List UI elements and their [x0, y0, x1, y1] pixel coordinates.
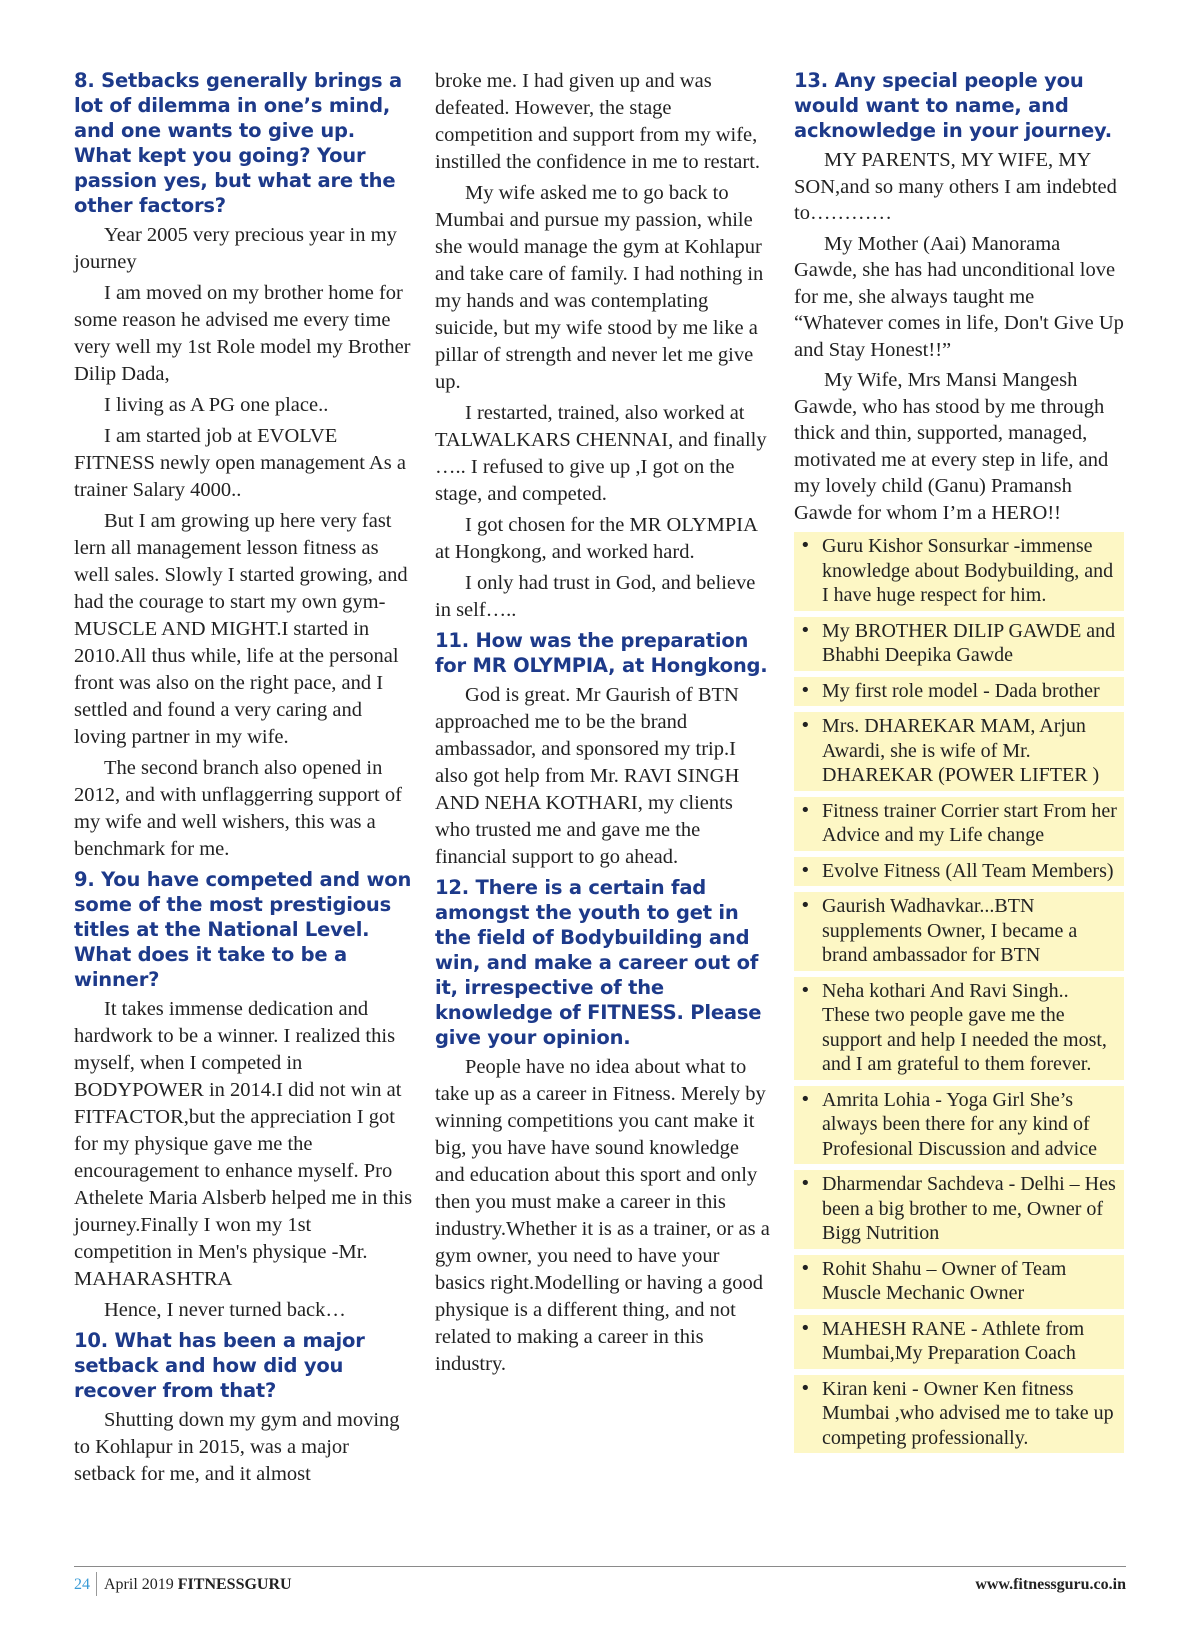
paragraph: My Wife, Mrs Mansi Mangesh Gawde, who has stood by me through thick and thin, supported, managed, motivated me at every step in life, and my lovely child (Ganu) Pramansh Gawde for whom I’m a HERO!!	[794, 369, 1109, 524]
list-item-text: Neha kothari And Ravi Singh.. These two people gave me the support and help I needed the most, and I am grateful to them forever.	[822, 979, 1107, 1075]
bullet-icon: •	[800, 1317, 811, 1339]
column-1	[74, 68, 414, 1492]
paragraph: My Mother (Aai) Manorama Gawde, she has had unconditional love for me, she always taught me “Whatever comes in life, Don't Give Up and Stay Honest!!”	[794, 232, 1124, 361]
list-item-text: MAHESH RANE - Athlete from Mumbai,My Preparation Coach	[822, 1317, 1085, 1364]
list-item-text: Evolve Fitness (All Team Members)	[822, 859, 1114, 882]
column-3	[794, 68, 1124, 1459]
list-item	[794, 1315, 1124, 1369]
paragraph-continued: broke me. I had given up and was defeated. However, the stage competition and support from my wife, instilled the confidence in me to restart.	[435, 70, 761, 173]
bullet-icon: •	[800, 715, 811, 736]
bullet-icon: •	[800, 859, 811, 881]
list-item-text: Dharmendar Sachdeva - Delhi – Hes been a big brother to me, Owner of Bigg Nutrition	[822, 1173, 1116, 1244]
magazine-name: FITNESSGURU	[177, 1576, 292, 1593]
column-2	[435, 68, 770, 1382]
list-item-text: My first role model - Dada brother	[822, 679, 1100, 702]
question-13: 13. Any special people you would want to name, and acknowledge in your journey.	[794, 69, 1112, 142]
list-item-text: Guru Kishor Sonsurkar -immense knowledge about Bodybuilding, and I have huge respect for him.	[822, 535, 1114, 606]
list-item-text: My BROTHER DILIP GAWDE and Bhabhi Deepika Gawde	[822, 619, 1116, 666]
paragraph: Shutting down my gym and moving to Kohlapur in 2015, was a major setback for me, and it almost	[74, 1409, 400, 1485]
footer-separator	[96, 1572, 97, 1596]
question-10: 10. What has been a major setback and how did you recover from that?	[74, 1329, 365, 1402]
bullet-icon: •	[800, 619, 811, 641]
paragraph: God is great. Mr Gaurish of BTN approached me to be the brand ambassador, and sponsored my trip.I also got help from Mr. RAVI SINGH AND NEHA KOTHARI, my clients who trusted me and gave me the financial support to go ahead.	[435, 684, 740, 868]
list-item-text: Gaurish Wadhavkar...BTN supplements Owner, I became a brand ambassador for BTN	[822, 895, 1078, 966]
paragraph: I living as A PG one place..	[104, 394, 329, 416]
website-url: www.fitnessguru.co.in	[975, 1576, 1126, 1593]
list-item	[794, 1375, 1124, 1454]
list-item	[794, 857, 1124, 887]
list-item	[794, 1255, 1124, 1309]
list-item	[794, 532, 1124, 611]
list-item	[794, 1170, 1124, 1249]
acknowledgement-list	[794, 532, 1124, 1453]
question-8: 8. Setbacks generally brings a lot of dilemma in one’s mind, and one wants to give up. What kept you going? Your passion yes, but what are the other factors?	[74, 69, 402, 217]
list-item-text: Rohit Shahu – Owner of Team Muscle Mechanic Owner	[822, 1257, 1067, 1304]
bullet-icon: •	[800, 799, 811, 821]
question-9: 9. You have competed and won some of the most prestigious titles at the National Level. What does it take to be a winner?	[74, 868, 412, 991]
paragraph: The second branch also opened in 2012, and with unflaggerring support of my wife and well wishers, this was a benchmark for me.	[74, 757, 402, 860]
footer-divider	[74, 1566, 1126, 1567]
paragraph: My wife asked me to go back to Mumbai and pursue my passion, while she would manage the gym at Kohlapur and take care of family. I had nothing in my hands and was contemplating suicide, but my wife stood by me like a pillar of strength and never let me give up.	[435, 182, 764, 393]
list-item	[794, 712, 1124, 791]
issue-date: April 2019	[104, 1576, 178, 1593]
list-item	[794, 1086, 1124, 1165]
list-item	[794, 977, 1124, 1080]
paragraph: It takes immense dedication and hardwork to be a winner. I realized this myself, when I competed in BODYPOWER in 2014.I did not win at FITFACTOR,but the appreciation I got for my physique gave me the encouragement to enhance myself. Pro Athelete Maria Alsberb helped me in this journey.Finally I won my 1st competition in Men's physique -Mr. MAHARASHTRA	[74, 998, 413, 1290]
bullet-icon: •	[800, 895, 811, 916]
paragraph: MY PARENTS, MY WIFE, MY SON,and so many others I am indebted to…………	[794, 149, 1117, 224]
paragraph: Hence, I never turned back…	[104, 1299, 346, 1321]
list-item-text: Amrita Lohia - Yoga Girl She’s always been there for any kind of Profesional Discussion and advice	[822, 1088, 1097, 1160]
bullet-icon: •	[800, 1088, 811, 1110]
list-item	[794, 892, 1124, 971]
page-number: 24	[74, 1576, 90, 1593]
bullet-icon: •	[800, 1377, 811, 1399]
paragraph: I am moved on my brother home for some reason he advised me every time very well my 1st Role model my Brother Dilip Dada,	[74, 282, 411, 385]
paragraph: I got chosen for the MR OLYMPIA at Hongkong, and worked hard.	[435, 514, 757, 563]
list-item-text: Kiran keni - Owner Ken fitness Mumbai ,who advised me to take up competing professionally.	[822, 1377, 1114, 1449]
paragraph: I only had trust in God, and believe in self…..	[435, 572, 756, 621]
bullet-icon: •	[800, 979, 811, 1001]
paragraph: I restarted, trained, also worked at TALWALKARS CHENNAI, and finally ….. I refused to give up ,I got on the stage, and competed.	[435, 402, 767, 505]
question-11: 11. How was the preparation for MR OLYMPIA, at Hongkong.	[435, 629, 768, 677]
paragraph: People have no idea about what to take up as a career in Fitness. Merely by winning competitions you cant make it big, you have have sound knowledge and education about this sport and only then you must make a career in this industry.Whether it is as a trainer, or as a gym owner, you need to have your basics right.Modelling or having a good physique is a different thing, and not related to making a career in this industry.	[435, 1056, 770, 1375]
list-item-text: Fitness trainer Corrier start From her Advice and my Life change	[822, 799, 1117, 846]
bullet-icon: •	[800, 679, 811, 701]
list-item	[794, 617, 1124, 671]
bullet-icon: •	[800, 535, 811, 556]
paragraph: Year 2005 very precious year in my journey	[74, 224, 397, 273]
list-item	[794, 677, 1124, 707]
issue-label	[104, 1576, 292, 1594]
question-12: 12. There is a certain fad amongst the youth to get in the field of Bodybuilding and win, and make a career out of it, irrespective of the knowledge of FITNESS. Please give your opinion.	[435, 876, 762, 1049]
bullet-icon: •	[800, 1257, 811, 1279]
paragraph: I am started job at EVOLVE FITNESS newly open management As a trainer Salary 4000..	[74, 425, 406, 501]
bullet-icon: •	[800, 1173, 811, 1194]
paragraph: But I am growing up here very fast lern all management lesson fitness as well sales. Slowly I started growing, and had the courage to start my own gym-MUSCLE AND MIGHT.I started in 2010.All thus while, life at the personal front was also on the right pace, and I settled and found a very caring and loving partner in my wife.	[74, 510, 408, 748]
list-item-text: Mrs. DHAREKAR MAM, Arjun Awardi, she is wife of Mr. DHAREKAR (POWER LIFTER )	[822, 715, 1100, 786]
list-item	[794, 797, 1124, 851]
